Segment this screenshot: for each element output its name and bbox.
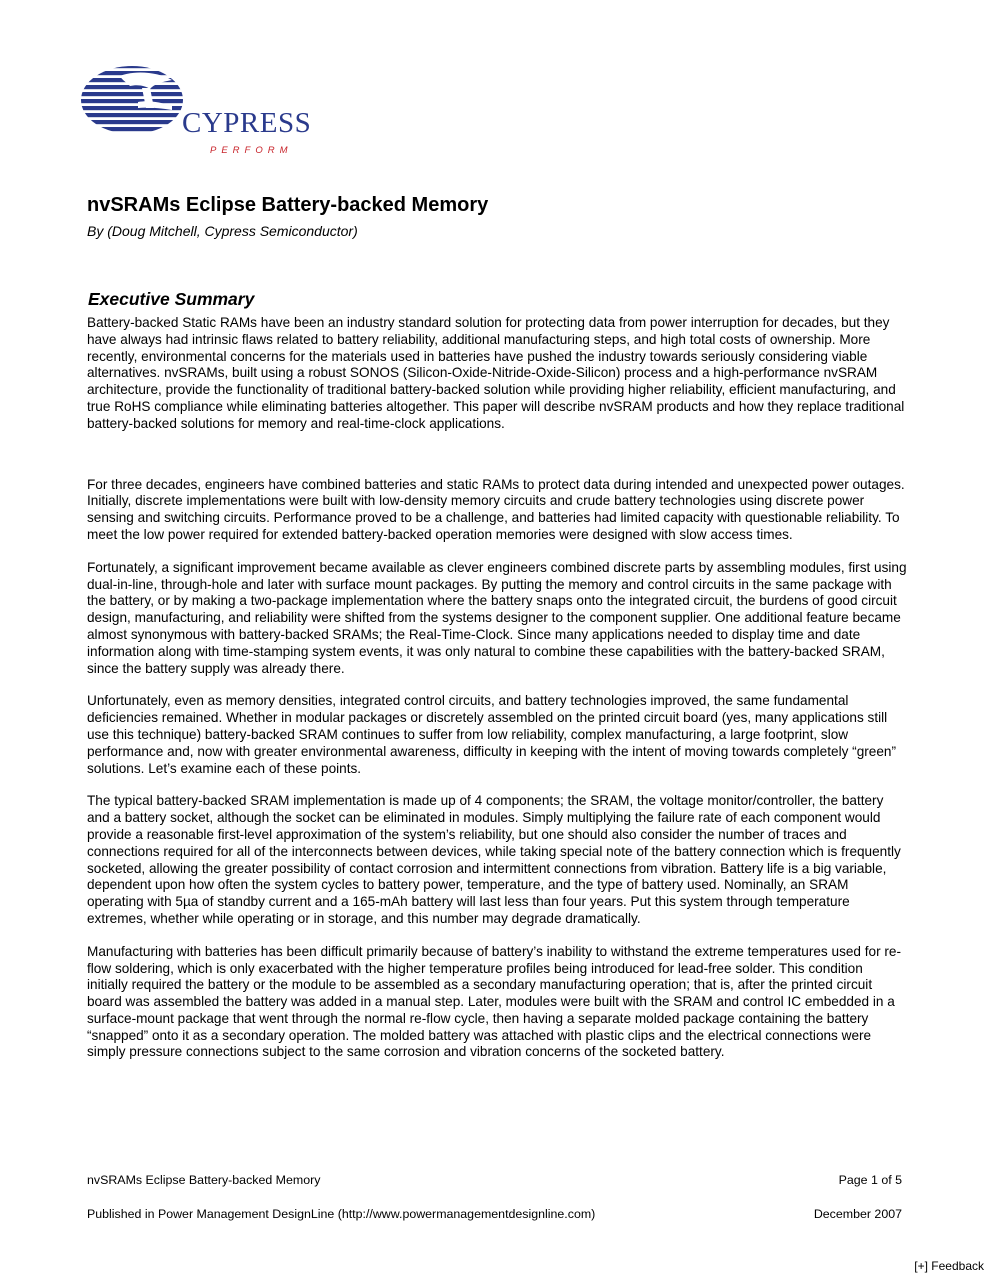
body-paragraph: Manufacturing with batteries has been difficult primarily because of battery’s inability to withstand the extreme temperatures used for re-flow soldering, which is only exacerbated with the higher temperature profiles being introduced for lead-free solder. This condition initially required the battery or the module to be assembled as a secondary manufacturing operation; that is, after the printed circuit board was assembled the battery was added in a manual step. Later, modules were built with the SRAM and control IC embedded in a surface-mount package that went through the normal re-flow cycle, then having a separate molded package containing the battery “snapped” onto it as a secondary operation. The molded battery was attached with plastic clips and the electrical connections were simply pressure connections subject to the same corrosion and vibration concerns of the socketed battery.	[87, 943, 902, 1060]
cypress-logo	[80, 62, 320, 162]
section-heading: Executive Summary	[88, 289, 255, 309]
body-paragraph: Unfortunately, even as memory densities, integrated control circuits, and battery technologies improved, the same fundamental deficiencies remained. Whether in modular packages or discretely assembled on the printed circuit board (yes, many applications still use this technique) battery-backed SRAM continues to suffer from low reliability, complex manufacturing, a large footprint, slow performance and, now with greater environmental awareness, difficulty in keeping with the intent of moving towards completely “green” solutions. Let’s examine each of these points.	[87, 693, 896, 776]
body-paragraph: The typical battery-backed SRAM implementation is made up of 4 components; the SRAM, the voltage monitor/controller, the battery and a battery socket, although the socket can be eliminated in modules. Simply multiplying the failure rate of each component would provide a reasonable first-level approximation of the system’s reliability, but one should also consider the number of traces and connections required for all of the interconnects between devices, while taking special note of the battery connection which is frequently socketed, allowing the greater possibility of contact corrosion and intermittent connections from vibration. Battery life is a big variable, dependent upon how often the system cycles to battery power, temperature, and the type of battery used. Nominally, an SRAM operating with 5µa of standby current and a 165-mAh battery will last less than four years. Put this system through temperature extremes, whether while operating or in storage, and this number may degrade dramatically.	[87, 793, 901, 926]
logo-wordmark: CYPRESS	[182, 107, 312, 139]
body-text	[87, 315, 907, 1061]
footer-top	[87, 1173, 902, 1187]
document-title: nvSRAMs Eclipse Battery-backed Memory	[87, 194, 489, 216]
footer-doc-title: nvSRAMs Eclipse Battery-backed Memory	[87, 1173, 321, 1187]
byline: By (Doug Mitchell, Cypress Semiconductor)	[87, 223, 358, 239]
body-paragraph: Fortunately, a significant improvement became available as clever engineers combined discrete parts by assembling modules, first using dual-in-line, through-hole and later with surface mount packages. By putting the memory and control circuits in the same package with the battery, or by making a two-package implementation where the battery snaps onto the integrated circuit, the burdens of good circuit design, manufacturing, and reliability were shifted from the systems designer to the component supplier. One additional feature became almost synonymous with battery-backed SRAMs; the Real-Time-Clock. Since many applications needed to display time and date information along with time-stamping system events, it was only natural to combine these capabilities with the battery-backed SRAM, since the battery supply was already there.	[87, 559, 907, 676]
body-paragraph: For three decades, engineers have combined batteries and static RAMs to protect data during intended and unexpected power outages. Initially, discrete implementations were built with low-density memory circuits and crude battery technologies using discrete power sensing and switching circuits. Performance proved to be a challenge, and batteries had limited capacity with questionable reliability. To meet the low power required for extended battery-backed operation memories were designed with slow access times.	[87, 476, 905, 542]
summary-paragraph: Battery-backed Static RAMs have been an industry standard solution for protecting data from power interruption for decades, but they have always had intrinsic flaws related to battery reliability, additional manufacturing steps, and high total costs of ownership. More recently, environmental concerns for the materials used in batteries have pushed the industry towards seriously considering viable alternatives. nvSRAMs, built using a robust SONOS (Silicon-Oxide-Nitride-Oxide-Silicon) process and a high-performance nvSRAM architecture, provide the functionality of traditional battery-backed solution while providing higher reliability, efficient manufacturing, and true RoHS compliance while eliminating batteries altogether. This paper will describe nvSRAM products and how they replace traditional battery-backed solutions for memory and real-time-clock applications.	[87, 315, 905, 431]
footer-published: Published in Power Management DesignLine (http://www.powermanagementdesignline.com)	[87, 1207, 596, 1221]
page-number: Page 1 of 5	[838, 1173, 902, 1187]
cypress-globe-icon	[80, 62, 190, 140]
logo-tagline: PERFORM	[210, 145, 293, 156]
footer-date: December 2007	[813, 1207, 902, 1221]
feedback-link[interactable]: [+] Feedback	[914, 1259, 984, 1273]
footer-bottom	[87, 1207, 902, 1221]
